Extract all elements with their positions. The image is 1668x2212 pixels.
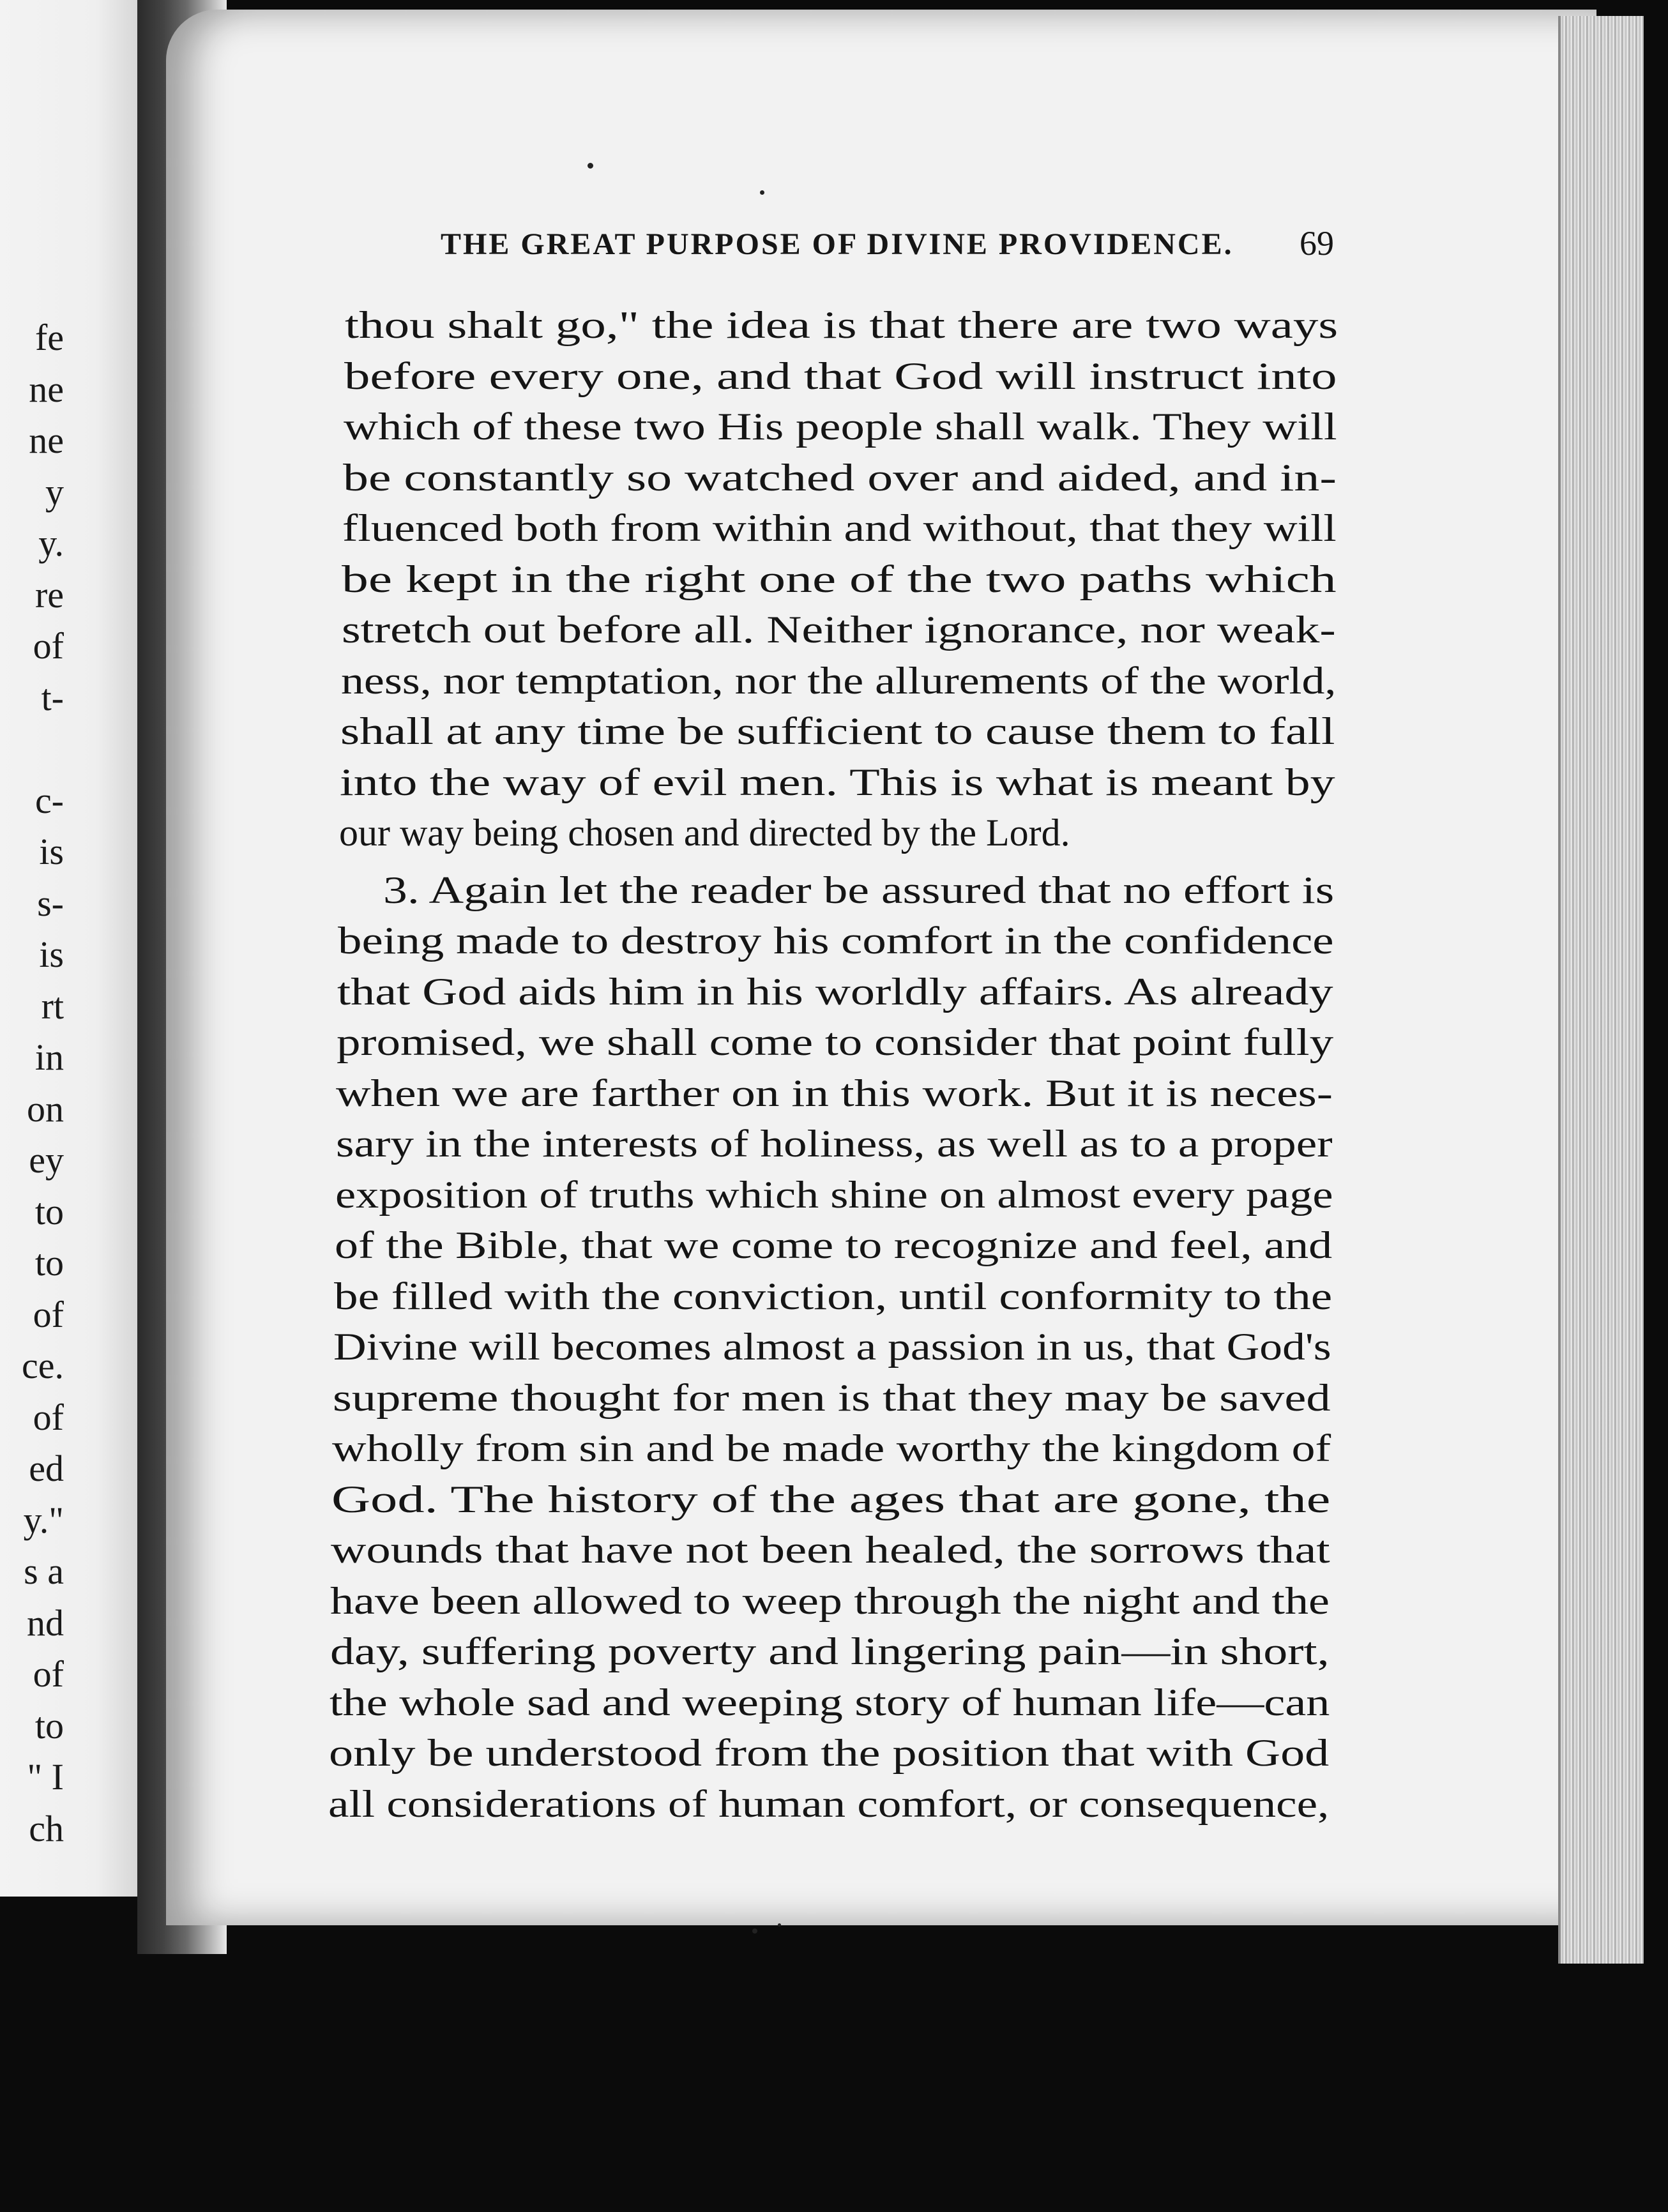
- body-text-line: wounds that have not been healed, the sorrows that: [331, 1529, 1330, 1571]
- left-page-fragment: ey: [29, 1139, 64, 1181]
- body-text-line: promised, we shall come to consider that point fully: [337, 1021, 1334, 1063]
- left-page-fragment: to: [34, 1190, 64, 1232]
- left-page-fragment: ch: [29, 1807, 64, 1849]
- page-number: 69: [1300, 224, 1334, 262]
- body-text-line: that God aids him in his worldly affairs. As already: [337, 970, 1333, 1013]
- left-page-fragment: of: [33, 1293, 64, 1335]
- left-page-fragment: re: [34, 573, 64, 616]
- left-page-fragment: of: [33, 625, 64, 667]
- left-page-fragment: of: [33, 1396, 64, 1438]
- left-page-fragment: t-: [41, 676, 64, 718]
- body-text-line: stretch out before all. Neither ignorance, nor weak-: [342, 609, 1336, 651]
- scan-speck: [588, 163, 593, 169]
- body-text-line: be filled with the conviction, until conformity to the: [334, 1275, 1333, 1317]
- left-page-fragment: nd: [27, 1602, 64, 1644]
- left-page-fragment: s-: [37, 882, 64, 924]
- left-page-fragment: ed: [29, 1448, 64, 1489]
- page-edges: [1558, 16, 1644, 1964]
- left-page-fragment: in: [34, 1036, 64, 1078]
- body-text-line: sary in the interests of holiness, as well as to a proper: [336, 1123, 1333, 1165]
- body-text-line: be kept in the right one of the two paths which: [342, 557, 1337, 600]
- body-text-line: shall at any time be sufficient to cause them to fall: [340, 710, 1335, 752]
- left-page-fragment: rt: [41, 985, 64, 1027]
- running-head: THE GREAT PURPOSE OF DIVINE PROVIDENCE.: [441, 227, 1234, 261]
- left-page-fragment: is: [39, 831, 64, 872]
- body-text-line: all considerations of human comfort, or consequence,: [328, 1782, 1330, 1825]
- body-text-line: which of these two His people shall walk. They will: [344, 405, 1337, 448]
- body-text-line: Divine will becomes almost a passion in us, that God's: [333, 1326, 1331, 1368]
- body-text-line: exposition of truths which shine on almost every page: [335, 1173, 1333, 1216]
- body-text-line: when we are farther on in this work. But it is neces-: [336, 1072, 1333, 1114]
- left-page-fragment: y.: [38, 522, 64, 564]
- body-text-line: thou shalt go," the idea is that there are two ways: [345, 304, 1338, 346]
- left-page-fragment: ne: [29, 420, 64, 461]
- left-page-fragment: c-: [34, 779, 64, 821]
- body-text-line: into the way of evil men. This is what is meant by: [340, 761, 1335, 803]
- body-text-line: be constantly so watched over and aided, and in-: [343, 456, 1337, 499]
- body-text-line: day, suffering poverty and lingering pain—in short,: [330, 1630, 1330, 1672]
- left-page-fragment: on: [27, 1087, 64, 1130]
- body-text-line: only be understood from the position that with God: [329, 1732, 1330, 1774]
- left-page-fragment: to: [34, 1242, 64, 1284]
- body-text-line: wholly from sin and be made worthy the kingdom of: [332, 1427, 1331, 1469]
- left-page-fragment: ce.: [22, 1345, 64, 1386]
- scan-speck: [752, 1928, 757, 1934]
- body-text-line: of the Bible, that we come to recognize and feel, and: [335, 1224, 1333, 1266]
- left-page-fragment: is: [39, 934, 64, 975]
- body-text-line: the whole sad and weeping story of human life—can: [330, 1681, 1330, 1723]
- scan-speck: [778, 1923, 781, 1927]
- body-text-line: fluenced both from within and without, that they will: [342, 507, 1337, 549]
- body-text-line: ness, nor temptation, nor the allurements of the world,: [341, 659, 1337, 702]
- scan-speck: [760, 190, 764, 195]
- left-page-fragment: y.": [23, 1499, 64, 1541]
- left-page-fragment: y: [45, 471, 64, 513]
- left-page-fragment: " I: [27, 1756, 64, 1798]
- body-text-line: before every one, and that God will instruct into: [344, 354, 1337, 397]
- body-text-line: God. The history of the ages that are gone, the: [331, 1478, 1331, 1520]
- body-text-line: being made to destroy his comfort in the confidence: [338, 920, 1334, 962]
- left-page-fragment: of: [33, 1653, 64, 1695]
- body-text-line: supreme thought for men is that they may be saved: [333, 1376, 1331, 1419]
- left-page-fragment: to: [34, 1704, 64, 1746]
- left-page-fragment: ne: [29, 368, 64, 410]
- left-page-fragment: fe: [34, 317, 64, 358]
- body-text-line: our way being chosen and directed by the Lord.: [339, 812, 1070, 854]
- body-text-line: have been allowed to weep through the night and the: [330, 1579, 1330, 1622]
- left-page-fragment: s a: [24, 1550, 64, 1592]
- body-text-line: 3. Again let the reader be assured that no effort is: [383, 868, 1335, 911]
